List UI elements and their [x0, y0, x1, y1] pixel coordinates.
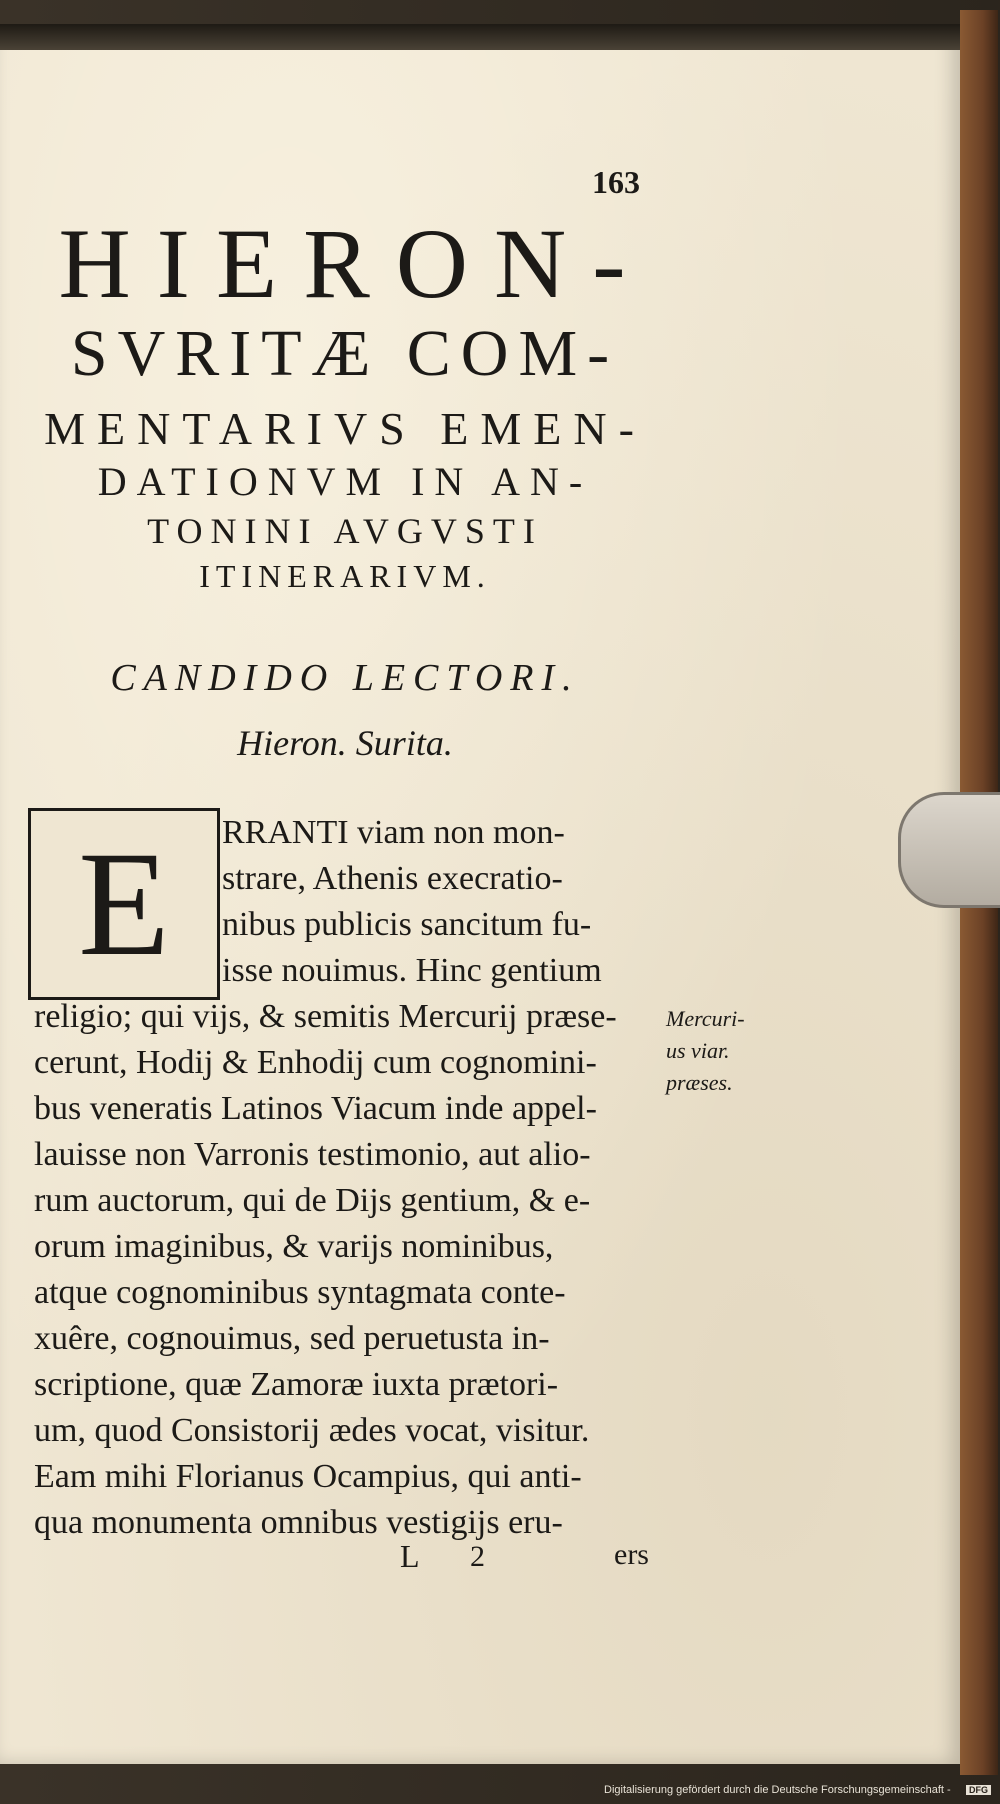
title-line-6: ITINERARIVM. — [199, 558, 491, 594]
digitization-credit: Digitalisierung gefördert durch die Deutsche Forschungsgemeinschaft - — [604, 1784, 951, 1796]
title-line-2: SVRITÆ COM- — [70, 317, 620, 390]
initial-letter: E — [78, 821, 170, 987]
signature-mark: L — [400, 1538, 420, 1574]
body-line: qua monumenta omnibus vestigijs eru- — [34, 1504, 563, 1541]
title-line-4: DATIONVM IN AN- — [97, 459, 593, 504]
body-line: bus veneratis Latinos Viacum inde appel- — [34, 1090, 597, 1127]
body-line: orum imaginibus, & varijs nominibus, — [34, 1228, 554, 1265]
body-line: atque cognominibus syntagmata conte- — [34, 1274, 566, 1311]
author-line: Hieron. Surita. — [237, 723, 453, 763]
section-heading: CANDIDO LECTORI. — [110, 657, 580, 699]
body-line: um, quod Consistorij ædes vocat, visitur. — [34, 1412, 590, 1449]
body-line: scriptione, quæ Zamoræ iuxta prætori- — [34, 1366, 559, 1403]
book-clamp — [898, 792, 1000, 908]
body-line: nibus publicis sancitum fu- — [222, 906, 592, 943]
dfg-logo: DFG — [966, 1785, 991, 1795]
body-line: lauisse non Varronis testimonio, aut alio- — [34, 1136, 591, 1173]
body-line: isse nouimus. Hinc gentium — [222, 952, 602, 989]
body-line: Eam mihi Florianus Ocampius, qui anti- — [34, 1458, 582, 1495]
margin-note: Mercuri- — [666, 1006, 745, 1031]
top-shadow — [0, 24, 960, 50]
body-line: rum auctorum, qui de Dijs gentium, & e- — [34, 1182, 591, 1219]
body-line: religio; qui vijs, & semitis Mercurij præse- — [34, 998, 617, 1035]
body-line: cerunt, Hodij & Enhodij cum cognomini- — [34, 1044, 597, 1081]
body-line: RRANTI viam non mon- — [222, 814, 565, 851]
book-page — [0, 24, 960, 1764]
margin-note: us viar. — [666, 1038, 730, 1063]
catchword: ers — [614, 1538, 649, 1571]
margin-note: præses. — [666, 1070, 733, 1095]
decorated-initial — [28, 808, 220, 1000]
body-line: strare, Athenis execratio- — [222, 860, 563, 897]
title-line-3: MENTARIVS EMEN- — [44, 403, 646, 454]
page-number: 163 — [592, 164, 640, 200]
body-line: xuêre, cognouimus, sed peruetusta in- — [34, 1320, 550, 1357]
title-line-5: TONINI AVGVSTI — [147, 511, 543, 551]
title-line-1: HIERON- — [58, 208, 652, 319]
signature-number: 2 — [470, 1540, 485, 1573]
